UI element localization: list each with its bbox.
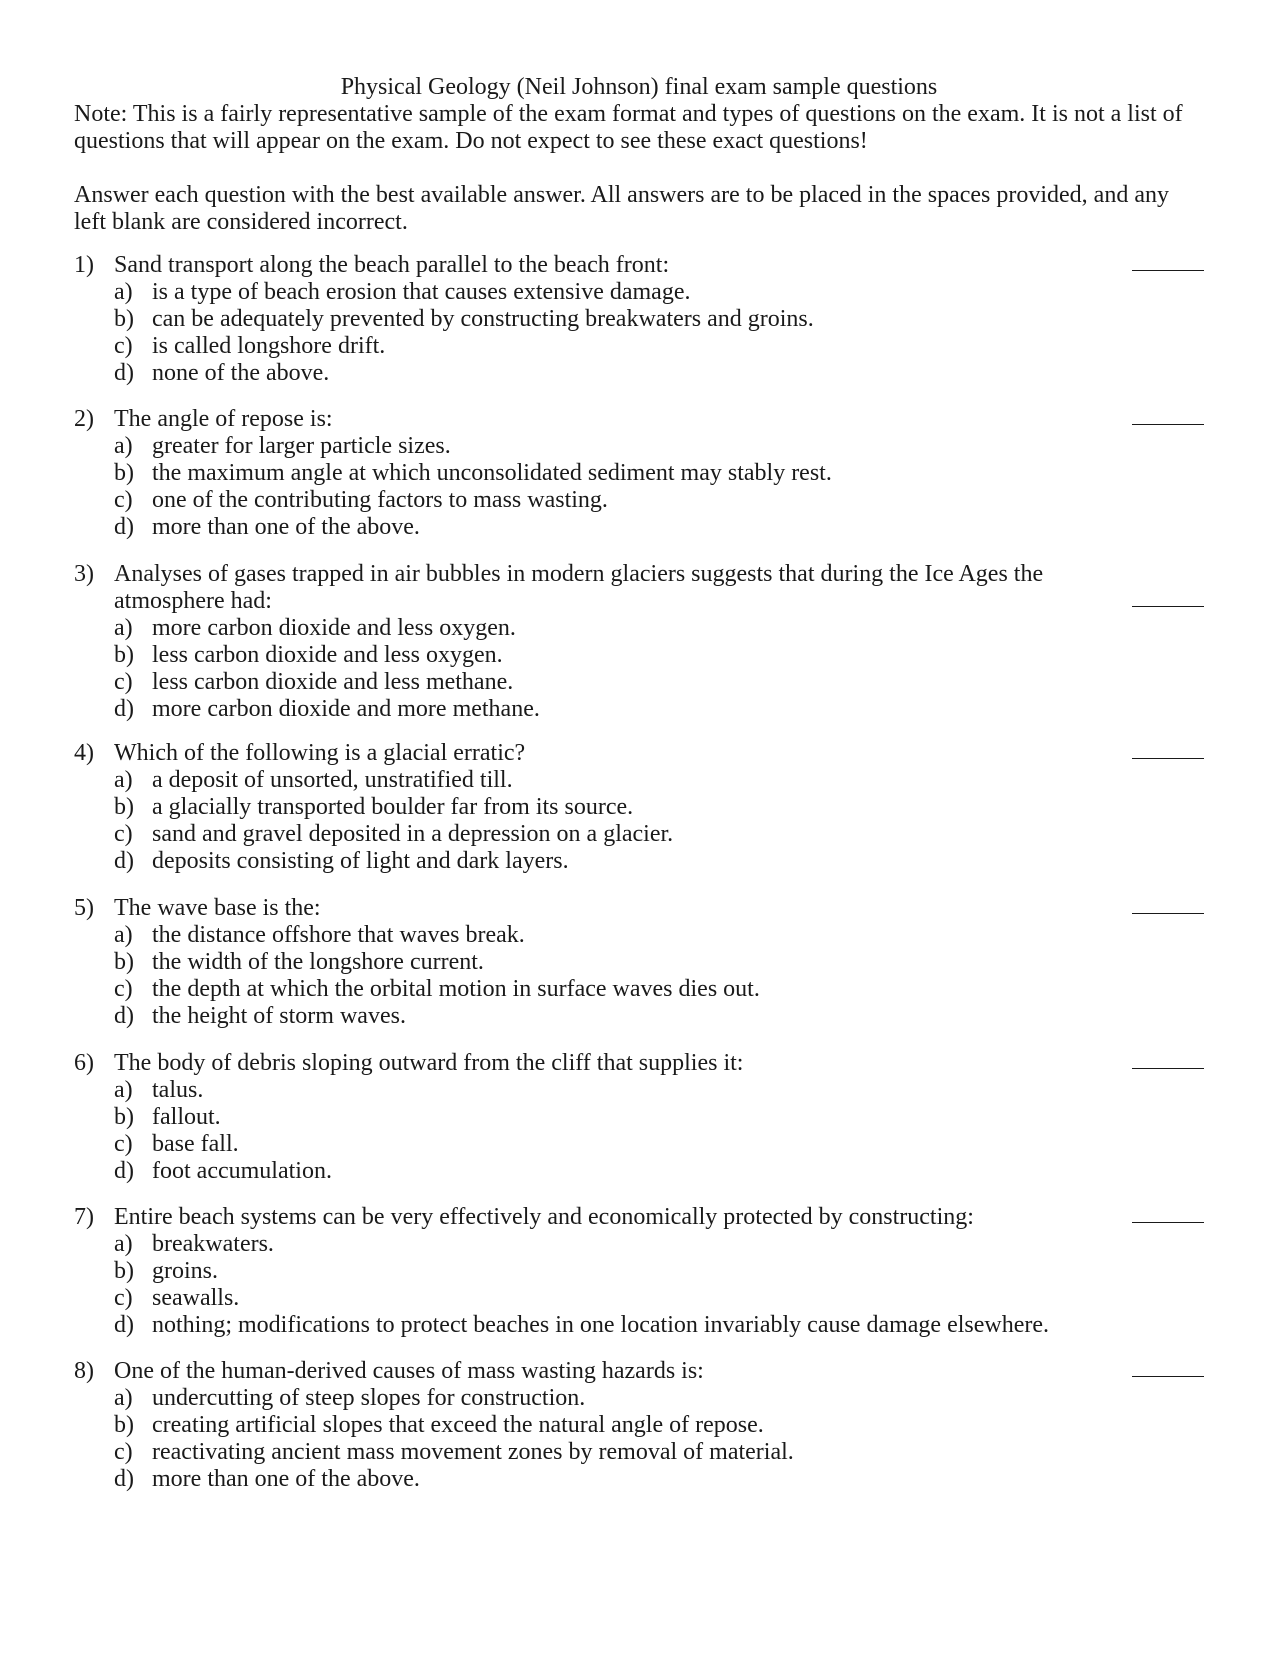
answer-blank-5[interactable] [1132,913,1204,914]
question-7 [74,1204,1204,1339]
question-text: The body of debris sloping outward from the cliff that supplies it: [114,1050,744,1076]
option-a [74,1231,1204,1258]
option-list [74,922,1204,1030]
answer-blank-4[interactable] [1132,758,1204,759]
option-c [74,487,1204,514]
option-text: the height of storm waves. [152,1003,406,1029]
option-text: none of the above. [152,360,330,386]
option-text: the depth at which the orbital motion in surface waves dies out. [152,976,760,1002]
question-text: Which of the following is a glacial erratic? [114,740,526,766]
option-c [74,821,1204,848]
option-letter: d) [114,696,134,722]
option-letter: a) [114,922,133,948]
option-a [74,279,1204,306]
option-letter: c) [114,487,133,513]
option-text: less carbon dioxide and less methane. [152,669,514,695]
question-4 [74,740,1204,875]
option-b [74,794,1204,821]
option-list [74,433,1204,541]
option-text: talus. [152,1077,204,1103]
question-3 [74,561,1204,723]
question-number: 7) [74,1204,94,1230]
option-d [74,514,1204,541]
question-number: 4) [74,740,94,766]
option-c [74,976,1204,1003]
option-text: sand and gravel deposited in a depression on a glacier. [152,821,674,847]
option-letter: a) [114,1077,133,1103]
option-letter: a) [114,767,133,793]
option-list [74,615,1204,723]
option-list [74,1231,1204,1339]
option-list [74,767,1204,875]
option-text: can be adequately prevented by constructing breakwaters and groins. [152,306,814,332]
question-2 [74,406,1204,541]
option-letter: b) [114,460,134,486]
option-text: deposits consisting of light and dark layers. [152,848,569,874]
option-text: nothing; modifications to protect beaches in one location invariably cause damage elsewhere. [152,1312,1050,1338]
question-stem [74,252,1094,279]
option-letter: c) [114,333,133,359]
question-text: Analyses of gases trapped in air bubbles in modern glaciers suggests that during the Ice Ages the atmosphere had: [114,561,1044,614]
option-a [74,1077,1204,1104]
option-a [74,615,1204,642]
option-d [74,360,1204,387]
option-b [74,460,1204,487]
option-letter: b) [114,1104,134,1130]
option-a [74,1385,1204,1412]
question-6 [74,1050,1204,1185]
option-letter: a) [114,279,133,305]
option-letter: b) [114,642,134,668]
option-text: base fall. [152,1131,239,1157]
option-letter: a) [114,615,133,641]
option-a [74,922,1204,949]
question-stem [74,561,1094,615]
option-text: is a type of beach erosion that causes extensive damage. [152,279,691,305]
question-5 [74,895,1204,1030]
option-text: reactivating ancient mass movement zones by removal of material. [152,1439,794,1465]
question-text: Entire beach systems can be very effectively and economically protected by constructing: [114,1204,974,1230]
option-letter: d) [114,1003,134,1029]
option-text: the distance offshore that waves break. [152,922,525,948]
question-stem [74,1204,1094,1231]
option-text: creating artificial slopes that exceed the natural angle of repose. [152,1412,764,1438]
option-letter: d) [114,1466,134,1492]
option-list [74,279,1204,387]
option-b [74,1258,1204,1285]
option-c [74,1131,1204,1158]
answer-blank-7[interactable] [1132,1222,1204,1223]
answer-blank-1[interactable] [1132,270,1204,271]
question-number: 8) [74,1358,94,1384]
option-b [74,949,1204,976]
option-text: undercutting of steep slopes for construction. [152,1385,586,1411]
option-b [74,642,1204,669]
option-b [74,1104,1204,1131]
option-letter: d) [114,1312,134,1338]
exam-instructions: Answer each question with the best available answer. All answers are to be placed in the spaces provided, and any left blank are considered incorrect. [74,182,1169,235]
option-text: seawalls. [152,1285,240,1311]
question-text: The wave base is the: [114,895,321,921]
page-title: Physical Geology (Neil Johnson) final exam sample questions [340,74,938,100]
question-number: 2) [74,406,94,432]
answer-blank-3[interactable] [1132,606,1204,607]
question-stem [74,1358,1094,1385]
option-text: a deposit of unsorted, unstratified till. [152,767,513,793]
option-c [74,1439,1204,1466]
option-c [74,1285,1204,1312]
option-text: more carbon dioxide and less oxygen. [152,615,516,641]
option-c [74,669,1204,696]
option-list [74,1385,1204,1493]
option-letter: b) [114,306,134,332]
question-text: The angle of repose is: [114,406,333,432]
option-list [74,1077,1204,1185]
answer-blank-2[interactable] [1132,424,1204,425]
option-letter: d) [114,360,134,386]
option-letter: b) [114,949,134,975]
option-a [74,767,1204,794]
option-letter: c) [114,1439,133,1465]
option-text: is called longshore drift. [152,333,386,359]
option-letter: b) [114,1412,134,1438]
option-letter: d) [114,848,134,874]
answer-blank-6[interactable] [1132,1068,1204,1069]
question-1 [74,252,1204,387]
option-text: one of the contributing factors to mass wasting. [152,487,608,513]
question-number: 6) [74,1050,94,1076]
option-text: more than one of the above. [152,1466,420,1492]
question-stem [74,406,1094,433]
option-text: foot accumulation. [152,1158,332,1184]
option-letter: c) [114,1131,133,1157]
question-stem [74,895,1094,922]
option-text: the width of the longshore current. [152,949,484,975]
option-letter: a) [114,1231,133,1257]
question-stem [74,740,1094,767]
question-number: 5) [74,895,94,921]
option-b [74,1412,1204,1439]
option-text: groins. [152,1258,218,1284]
option-a [74,433,1204,460]
option-text: less carbon dioxide and less oxygen. [152,642,503,668]
option-letter: a) [114,1385,133,1411]
option-text: greater for larger particle sizes. [152,433,451,459]
option-letter: c) [114,669,133,695]
option-letter: a) [114,433,133,459]
option-text: a glacially transported boulder far from its source. [152,794,634,820]
option-d [74,1003,1204,1030]
option-letter: b) [114,1258,134,1284]
answer-blank-8[interactable] [1132,1376,1204,1377]
option-d [74,696,1204,723]
option-letter: c) [114,821,133,847]
option-text: more than one of the above. [152,514,420,540]
option-d [74,1158,1204,1185]
option-letter: c) [114,976,133,1002]
question-number: 1) [74,252,94,278]
option-letter: c) [114,1285,133,1311]
option-text: fallout. [152,1104,221,1130]
option-text: the maximum angle at which unconsolidated sediment may stably rest. [152,460,832,486]
option-c [74,333,1204,360]
exam-note: Note: This is a fairly representative sample of the exam format and types of questions on the exam. It is not a list of questions that will appear on the exam. Do not expect to see these exact questions! [74,101,1183,154]
option-d [74,1312,1204,1339]
option-letter: d) [114,1158,134,1184]
question-text: Sand transport along the beach parallel to the beach front: [114,252,670,278]
option-letter: d) [114,514,134,540]
option-d [74,1466,1204,1493]
option-text: breakwaters. [152,1231,274,1257]
question-8 [74,1358,1204,1493]
question-text: One of the human-derived causes of mass wasting hazards is: [114,1358,704,1384]
option-text: more carbon dioxide and more methane. [152,696,540,722]
option-letter: b) [114,794,134,820]
question-stem [74,1050,1094,1077]
option-d [74,848,1204,875]
option-b [74,306,1204,333]
question-number: 3) [74,561,94,587]
